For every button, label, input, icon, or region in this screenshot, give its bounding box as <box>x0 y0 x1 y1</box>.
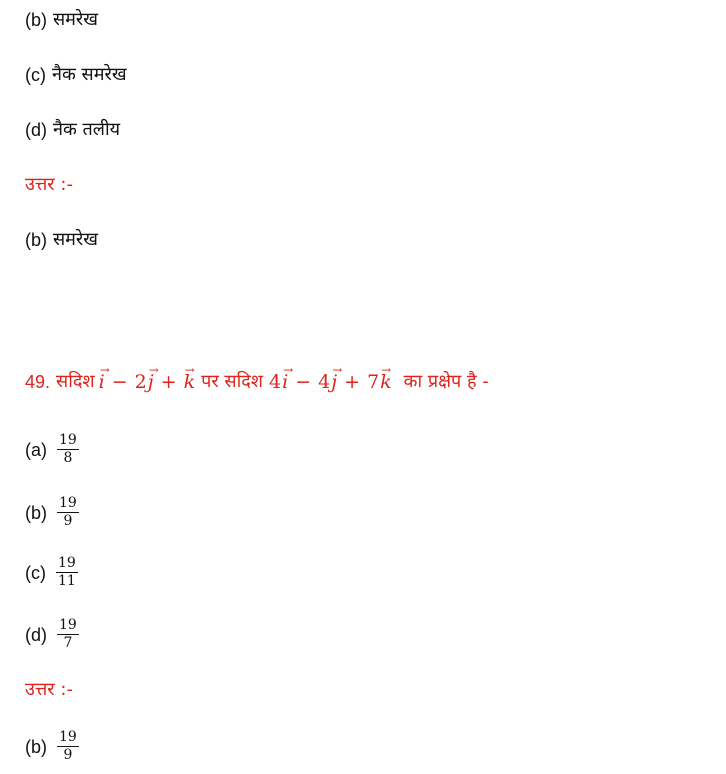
option-d <box>25 618 79 651</box>
option-label: (a) <box>25 439 47 460</box>
answer-heading-prev <box>25 173 73 197</box>
coefficient: 7 <box>367 371 380 393</box>
fraction <box>57 730 79 763</box>
fraction-denominator: 7 <box>63 635 73 651</box>
operator: − <box>111 371 128 393</box>
option-label: (c) <box>25 562 46 583</box>
option-label: (b) <box>25 10 47 30</box>
option-text: नैक तलीय <box>53 119 121 140</box>
answer-prev <box>25 228 98 252</box>
option-a <box>25 433 79 466</box>
unit-vector-k: → k <box>380 370 392 394</box>
vector-expression-b <box>269 370 392 394</box>
answer-heading-text: उत्तर :- <box>25 679 73 700</box>
fraction-numerator: 19 <box>59 729 77 745</box>
answer-heading-text: उत्तर :- <box>25 174 73 195</box>
fraction <box>57 618 79 651</box>
question-number: 49. <box>25 372 51 392</box>
question-49 <box>25 370 489 394</box>
coefficient: 4 <box>269 371 282 393</box>
fraction-denominator: 8 <box>63 450 73 466</box>
answer <box>25 730 79 763</box>
option-c-prev <box>25 63 127 87</box>
unit-vector-k: → k <box>184 370 196 394</box>
question-text-end: का प्रक्षेप है - <box>403 371 489 392</box>
coefficient: 2 <box>134 371 147 393</box>
option-b-prev <box>25 8 98 32</box>
answer-label: (b) <box>25 230 47 250</box>
operator: + <box>160 371 177 393</box>
unit-vector-i: → i <box>99 370 105 394</box>
question-text-start: सदिश <box>56 371 95 392</box>
unit-vector-j: → j <box>148 370 154 394</box>
fraction-numerator: 19 <box>59 495 77 511</box>
option-label: (d) <box>25 624 47 645</box>
fraction-denominator: 9 <box>63 513 73 529</box>
option-text: समरेख <box>53 9 99 30</box>
unit-vector-j: → j <box>331 370 337 394</box>
operator: + <box>344 371 361 393</box>
question-text-mid: पर सदिश <box>201 371 264 392</box>
option-label: (b) <box>25 502 47 523</box>
option-d-prev <box>25 118 120 142</box>
answer-text: समरेख <box>53 229 99 250</box>
fraction <box>57 433 79 466</box>
fraction-denominator: 9 <box>63 747 73 763</box>
fraction-denominator: 11 <box>58 573 76 589</box>
option-b <box>25 496 79 529</box>
vector-expression-a <box>99 370 195 394</box>
fraction <box>56 556 78 589</box>
operator: − <box>295 371 312 393</box>
fraction-numerator: 19 <box>59 617 77 633</box>
answer-heading <box>25 678 73 702</box>
option-text: नैक समरेख <box>52 64 127 85</box>
unit-vector-i: → i <box>282 370 288 394</box>
option-c <box>25 556 78 589</box>
option-label: (c) <box>25 65 46 85</box>
fraction-numerator: 19 <box>59 432 77 448</box>
coefficient: 4 <box>318 371 331 393</box>
answer-label: (b) <box>25 736 47 757</box>
fraction-numerator: 19 <box>58 555 76 571</box>
option-label: (d) <box>25 120 47 140</box>
fraction <box>57 496 79 529</box>
